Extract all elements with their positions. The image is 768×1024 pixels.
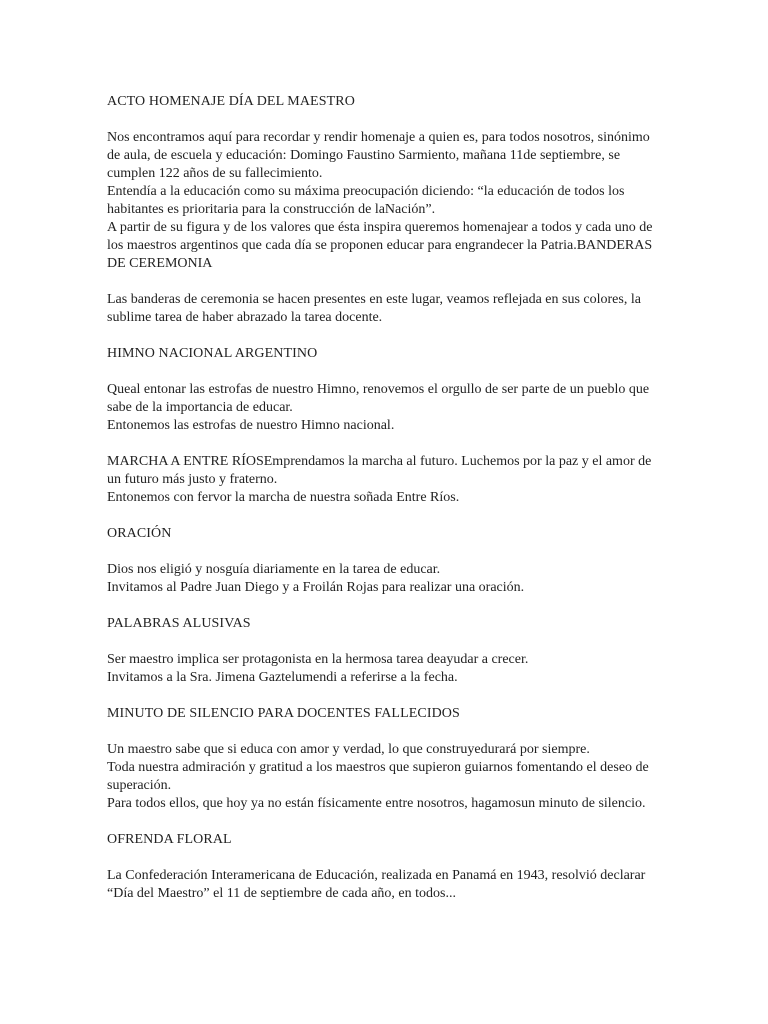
oracion-section (107, 561, 655, 597)
document-title: ACTO HOMENAJE DÍA DEL MAESTRO (107, 94, 355, 109)
intro-paragraph-2: Entendía a la educación como su máxima preocupación diciendo: “la educación de todos los habitantes es prioritaria para la construcción de laNación”. (107, 184, 625, 217)
document-page (107, 93, 655, 921)
intro-paragraph-1: Nos encontramos aquí para recordar y rendir homenaje a quien es, para todos nosotros, sinónimo de aula, de escuela y educación: Domingo Faustino Sarmiento, mañana 11de septiembre, se cumplen 122 años de su fallecimiento. (107, 130, 650, 181)
marcha-paragraph-1: MARCHA A ENTRE RÍOSEmprendamos la marcha al futuro. Luchemos por la paz y el amor de un futuro más justo y fraterno. (107, 454, 652, 487)
oracion-paragraph-1: Dios nos eligió y nosguía diariamente en la tarea de educar. (107, 562, 441, 577)
intro-paragraph-3: A partir de su figura y de los valores que ésta inspira queremos homenajear a todos y cada uno de los maestros argentinos que cada día se proponen educar para engrandecer la Patria.BANDERAS DE CEREMONIA (107, 220, 653, 271)
intro-section (107, 129, 655, 273)
ofrenda-paragraph-1: La Confederación Interamericana de Educación, realizada en Panamá en 1943, resolvió declarar “Día del Maestro” el 11 de septiembre de cada año, en todos... (107, 868, 646, 901)
minuto-section (107, 741, 655, 813)
himno-section (107, 381, 655, 435)
minuto-paragraph-3: Para todos ellos, que hoy ya no están físicamente entre nosotros, hagamosun minuto de silencio. (107, 796, 646, 811)
himno-paragraph-2: Entonemos las estrofas de nuestro Himno nacional. (107, 418, 395, 433)
ofrenda-section (107, 867, 655, 903)
palabras-section (107, 651, 655, 687)
marcha-section (107, 453, 655, 507)
oracion-paragraph-2: Invitamos al Padre Juan Diego y a Froilán Rojas para realizar una oración. (107, 580, 525, 595)
oracion-heading: ORACIÓN (107, 526, 172, 541)
banderas-paragraph: Las banderas de ceremonia se hacen presentes en este lugar, veamos reflejada en sus colores, la sublime tarea de haber abrazado la tarea docente. (107, 292, 641, 325)
himno-paragraph-1: Queal entonar las estrofas de nuestro Himno, renovemos el orgullo de ser parte de un pueblo que sabe de la importancia de educar. (107, 382, 650, 415)
palabras-heading: PALABRAS ALUSIVAS (107, 616, 251, 631)
minuto-paragraph-1: Un maestro sabe que si educa con amor y verdad, lo que construyedurará por siempre. (107, 742, 590, 757)
minuto-paragraph-2: Toda nuestra admiración y gratitud a los maestros que supieron guiarnos fomentando el deseo de superación. (107, 760, 649, 793)
palabras-paragraph-1: Ser maestro implica ser protagonista en la hermosa tarea deayudar a crecer. (107, 652, 529, 667)
ofrenda-heading: OFRENDA FLORAL (107, 832, 232, 847)
himno-heading: HIMNO NACIONAL ARGENTINO (107, 346, 318, 361)
minuto-heading: MINUTO DE SILENCIO PARA DOCENTES FALLECIDOS (107, 706, 460, 721)
banderas-section (107, 291, 655, 327)
palabras-paragraph-2: Invitamos a la Sra. Jimena Gaztelumendi a referirse a la fecha. (107, 670, 458, 685)
marcha-paragraph-2: Entonemos con fervor la marcha de nuestra soñada Entre Ríos. (107, 490, 460, 505)
